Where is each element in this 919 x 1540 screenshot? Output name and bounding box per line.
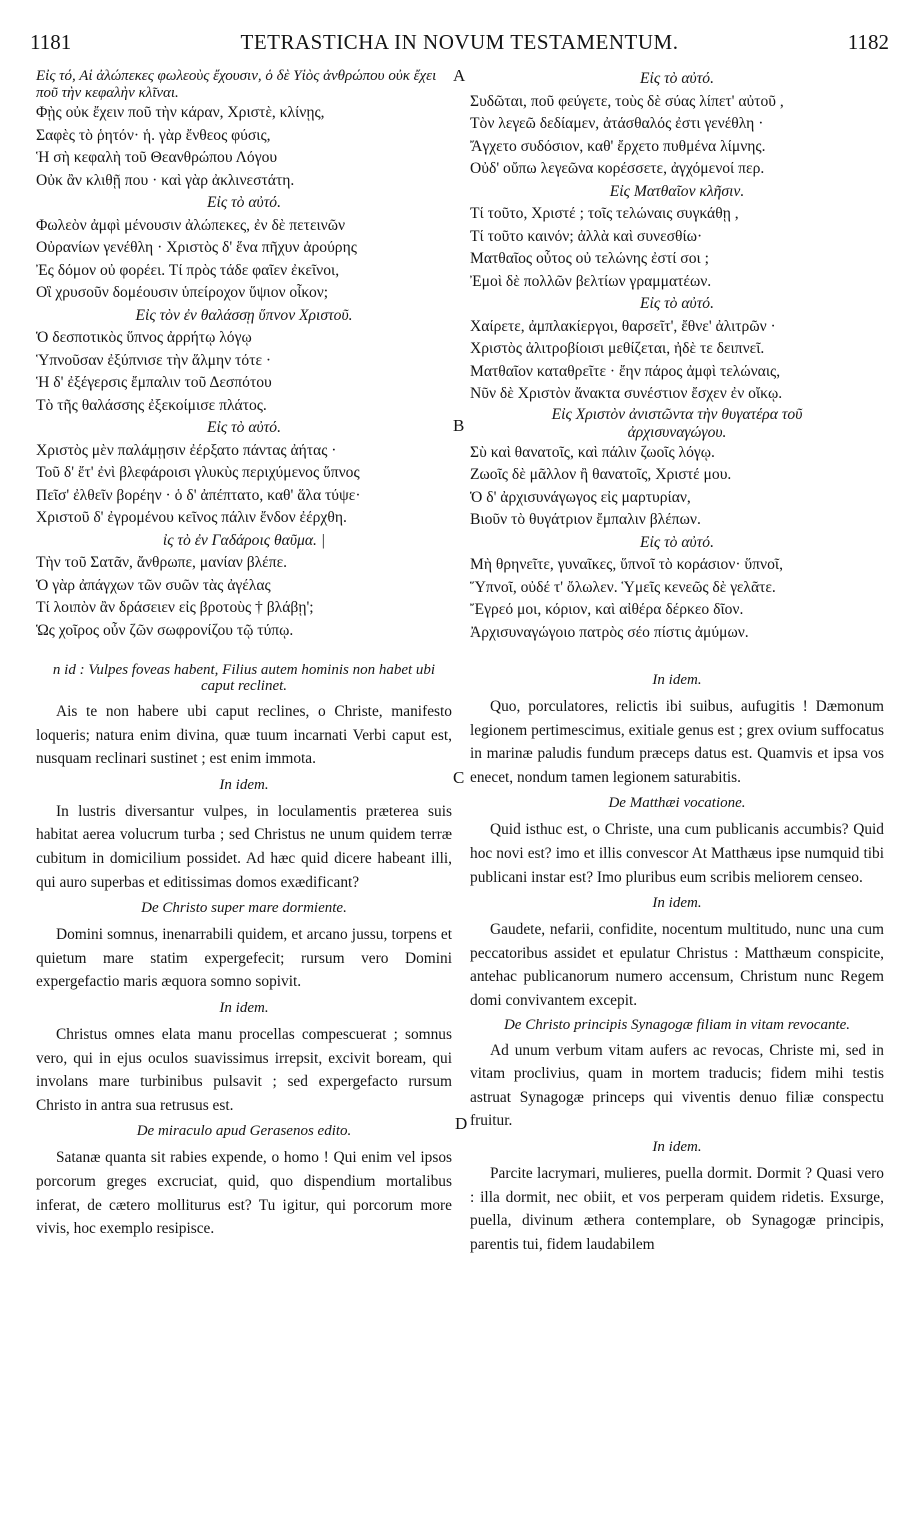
- translation-paragraph: In lustris diversantur vulpes, in loculamentis præterea suis habitat aerea volucrum turba ; sed Christus ne unum quidem terræ cubitum in domicilium possidet. Ad hæc quid dicere habeant illi, qui auro superbas et editissimas domos exædificant?: [36, 802, 452, 891]
- verse-line: Τὴν τοῦ Σατᾶν, ἄνθρωπε, μανίαν βλέπε.: [36, 554, 288, 571]
- verse-line: Φωλεὸν ἀμφὶ μένουσιν ἀλώπεκες, ἐν δὲ πετεινῶν: [36, 216, 346, 234]
- verse-line: Ματθαῖος οὗτος οὐ τελώνης ἐστί σοι ;: [470, 250, 709, 267]
- page-number-right: 1182: [847, 30, 889, 54]
- section-title: In idem.: [652, 1138, 702, 1155]
- column-marker-d: D: [455, 1114, 468, 1133]
- verse-line: Τὸν λεγεῶ δεδίαμεν, ἀτάσθαλός ἐστι γενέθλη ·: [470, 115, 764, 132]
- section-title: In idem.: [219, 999, 269, 1016]
- left-column: [36, 68, 452, 1241]
- left-latin-text: [36, 662, 452, 1241]
- verse-line: Ὡς χοῖρος οὖν ζῶν σωφρονίζου τῷ τύπῳ.: [36, 621, 294, 639]
- verse-line: Βιοῦν τὸ θυγάτριον ἔμπαλιν βλέπων.: [470, 511, 701, 528]
- verse-line: Σαφὲς τὸ ῥητόν· ἡ. γὰρ ἔνθεος φύσις,: [36, 126, 271, 144]
- verse-line: Ζωοῖς δὲ μᾶλλον ἢ θανατοῖς, Χριστέ μου.: [470, 466, 732, 483]
- left-greek-text: [36, 68, 452, 642]
- section-title: De Christo super mare dormiente.: [141, 900, 347, 917]
- verse-line: Τί τοῦτο καινόν; ἀλλὰ καὶ συνεσθίω·: [470, 227, 703, 245]
- poem-title: Εἰς τό, Αἱ ἀλώπεκες φωλεοὺς ἔχουσιν, ὁ δὲ Υἱὸς ἀνθρώπου οὐκ ἔχει ποῦ τὴν κεφαλὴν κλῖναι.: [36, 68, 437, 101]
- verse-line: Ἄγχετο συδόσιον, καθ' ἔρχετο πυθμένα λίμνης.: [470, 137, 766, 155]
- verse-line: Πεῖσ' ἐλθεῖν βορέην · ὁ δ' ἀπέπτατο, καθ' ἅλα τύψε·: [36, 486, 361, 504]
- verse-line: Ἐμοὶ δὲ πολλῶν βελτίων γραμματέων.: [470, 272, 712, 290]
- section-title: In idem.: [652, 895, 702, 912]
- verse-line: Τοῦ δ' ἔτ' ἐνὶ βλεφάροισι γλυκὺς περιχύμενος ὕπνος: [36, 464, 360, 481]
- translation-paragraph: Gaudete, nefarii, confidite, nocentum multitudo, nunc una cum peccatoribus assidet et epulatur Christus : Matthæum conspicite, antehac publicanorum numero accensum, Christum nunc Regem domi convivantem excepit.: [470, 921, 884, 1009]
- verse-line: Μὴ θρηνεῖτε, γυναῖκες, ὕπνοῖ τὸ κοράσιον· ὕπνοῖ,: [470, 556, 783, 573]
- verse-line: Τὸ τῆς θαλάσσης ἐξεκοίμισε πλάτος.: [36, 396, 267, 414]
- running-title: TETRASTICHA IN NOVUM TESTAMENTUM.: [240, 30, 679, 54]
- poem-title: Εἰς τὸ αὐτό.: [640, 295, 714, 312]
- right-column: [470, 68, 884, 1256]
- page-number-left: 1181: [30, 30, 72, 54]
- running-header: [30, 30, 889, 60]
- verse-line: Χριστὸς μὲν παλάμῃσιν ἐέρξατο πάντας ἀήτας ·: [36, 441, 337, 459]
- verse-line: Ἡ σὴ κεφαλὴ τοῦ Θεανθρώπου Λόγου: [36, 149, 278, 166]
- verse-line: Ὁ γὰρ ἀπάγχων τῶν συῶν τὰς ἀγέλας: [36, 576, 271, 594]
- section-title: De miraculo apud Gerasenos edito.: [136, 1123, 352, 1140]
- translation-paragraph: Parcite lacrymari, mulieres, puella dormit. Dormit ? Quasi vero : illa dormit, nec obiit, et vos perperam quidem ridetis. Exsurge, puella, divinum æthera contemplare, ob Synagogæ principis, parentis tui, fidem laudabilem: [470, 1164, 884, 1253]
- verse-line: Ὕπνοῖ, οὐδέ τ' ὄλωλεν. Ὑμεῖς κενεῶς δὲ γελᾶτε.: [470, 578, 776, 596]
- poem-title: Εἰς τὸ αὐτό.: [640, 70, 714, 87]
- verse-line: Οἳ χρυσοῦν δομέουσιν ὑπείροχον ὕψιον οἶκον;: [36, 284, 329, 301]
- poem-title: Εἰς τὸ αὐτό.: [207, 194, 281, 211]
- translation-paragraph: Quid isthuc est, o Christe, una cum publicanis accumbis? Quid hoc novi est? imo et illis convescor At Matthæus ipse numquid tibi publicani instar est? Imo pluribus eum scribis meliorem censeo.: [470, 821, 884, 886]
- section-title: De Matthæi vocatione.: [608, 795, 746, 812]
- right-greek-text: [470, 68, 884, 644]
- section-title: n id : Vulpes foveas habent, Filius autem hominis non habet ubi caput reclinet.: [52, 662, 436, 694]
- verse-line: Ἐς δόμον οὐ φορέει. Τί πρὸς τάδε φαῖεν ἐκεῖνοι,: [36, 261, 340, 279]
- verse-line: Οὐδ' οὔπω λεγεῶνα κορέσσετε, ἀγχόμενοί περ.: [470, 160, 765, 177]
- translation-paragraph: Ais te non habere ubi caput reclines, o Christe, manifesto loqueris; natura enim divina, quæ tuum incarnati Verbi caput est, nusquam reclinari sustinet ; est enim immota.: [36, 703, 452, 768]
- poem-title: Εἰς τὸ αὐτό.: [207, 419, 281, 436]
- translation-paragraph: Quo, porculatores, relictis ibi suibus, aufugitis ! Dæmonum legionem pertimescimus, exitiale genus est ; grex ovium suffocatus in marinæ paludis fundum præceps datus est. Quamvis et ipsa vos enecet, nondum tamen legionem saturabitis.: [470, 698, 884, 786]
- verse-line: Φῂς οὐκ ἔχειν ποῦ τὴν κάραν, Χριστὲ, κλίνῃς,: [36, 104, 325, 121]
- verse-line: Ἔγρεό μοι, κόριον, καὶ αἰθέρα δέρκεο δῖον.: [470, 601, 744, 618]
- poem-title: Εἰς Ματθαῖον κλῆσιν.: [609, 182, 745, 200]
- column-marker-c: C: [453, 768, 465, 787]
- right-latin-text: [470, 670, 884, 1256]
- column-marker-b: B: [453, 416, 465, 435]
- verse-line: Ἡ δ' ἐξέγερσις ἔμπαλιν τοῦ Δεσπότου: [36, 374, 272, 391]
- verse-line: Ὁ δ' ἀρχισυνάγωγος εἰς μαρτυρίαν,: [470, 488, 691, 506]
- verse-line: Οὐκ ἂν κλιθῇ που · καὶ γὰρ ἀκλινεστάτη.: [36, 171, 295, 189]
- section-title: In idem.: [219, 776, 269, 793]
- verse-line: Ἀρχισυναγώγοιο πατρὸς σέο πίστις ἀμύμων.: [470, 623, 749, 641]
- verse-line: Χαίρετε, ἀμπλακίεργοι, θαρσεῖτ', ἔθνε' ἀλιτρῶν ·: [470, 317, 776, 335]
- verse-line: Συδῶται, ποῦ φεύγετε, τοὺς δὲ σύας λίπετ' αὐτοῦ ,: [470, 92, 784, 110]
- poem-title: Εἰς Χριστὸν ἀνιστῶντα τὴν θυγατέρα τοῦ ἀρχισυναγώγου.: [551, 405, 803, 441]
- translation-paragraph: Satanæ quanta sit rabies expende, o homo ! Qui enim vel ipsos porcorum greges excruciat, quid, quo dispendium mortalibus inferat, de cætero molliturus est? Tu igitur, qui porcorum more vivis, hoc exemplo resipisce.: [36, 1149, 452, 1238]
- translation-paragraph: Christus omnes elata manu procellas compescuerat ; somnus vero, qui in ejus oculos suavissimus irrepsit, excivit boream, qui involans mare turbinibus pulsavit ; sed expergefacto rursum Christo in antra sua retrusus est.: [36, 1025, 452, 1114]
- translation-paragraph: Ad unum verbum vitam aufers ac revocas, Christe mi, sed in vitam proclivius, quam in mortem traducis; fidem mihi testis astruat Synagogæ princeps qui viventis denuo filiæ conspectu fruitur.: [470, 1041, 884, 1130]
- column-marker-a: A: [453, 66, 466, 85]
- poem-title: ἰς τὸ ἐν Γαδάροις θαῦμα. |: [162, 531, 326, 549]
- verse-line: Νῦν δὲ Χριστὸν ἄνακτα συνέστιον ἔσχεν ἐν οἴκῳ.: [470, 385, 783, 402]
- verse-line: Σὺ καὶ θανατοῖς, καὶ πάλιν ζωοῖς λόγῳ.: [470, 443, 715, 461]
- verse-line: Τί τοῦτο, Χριστέ ; τοῖς τελώναις συγκάθῃ ,: [470, 205, 739, 222]
- section-title: De Christo principis Synagogæ filiam in vitam revocante.: [503, 1016, 851, 1033]
- poem-title: Εἰς τὸν ἐν θαλάσσῃ ὕπνον Χριστοῦ.: [135, 306, 353, 324]
- verse-line: Τί λοιπὸν ἂν δράσειεν εἰς βροτοὺς † βλάβῃ';: [36, 599, 314, 616]
- poem-title: Εἰς τὸ αὐτό.: [640, 533, 714, 551]
- verse-line: Ὁ δεσποτικὸς ὕπνος ἀρρήτῳ λόγῳ: [36, 329, 252, 346]
- section-title: In idem.: [652, 672, 702, 688]
- verse-line: Χριστὸς ἀλιτροβίοισι μεθίζεται, ἠδὲ τε δειπνεῖ.: [470, 340, 765, 357]
- verse-line: Ὑπνοῦσαν ἐξύπνισε τὴν ἅλμην τότε ·: [36, 351, 272, 369]
- translation-paragraph: Domini somnus, inenarrabili quidem, et arcano jussu, torpens et quietum mare statim expergefecit; rursum vero Domini expergefactio maris æquora somno sopivit.: [36, 926, 452, 991]
- verse-line: Ματθαῖον καταθρεῖτε · ἔην πάρος ἀμφὶ τελώναις,: [470, 362, 781, 380]
- verse-line: Οὐρανίων γενέθλη · Χριστὸς δ' ἕνα πῆχυν ἀρούρης: [36, 239, 357, 256]
- verse-line: Χριστοῦ δ' ἐγρομένου κεῖνος πάλιν ἔνδον ἐέρχθη.: [36, 509, 347, 526]
